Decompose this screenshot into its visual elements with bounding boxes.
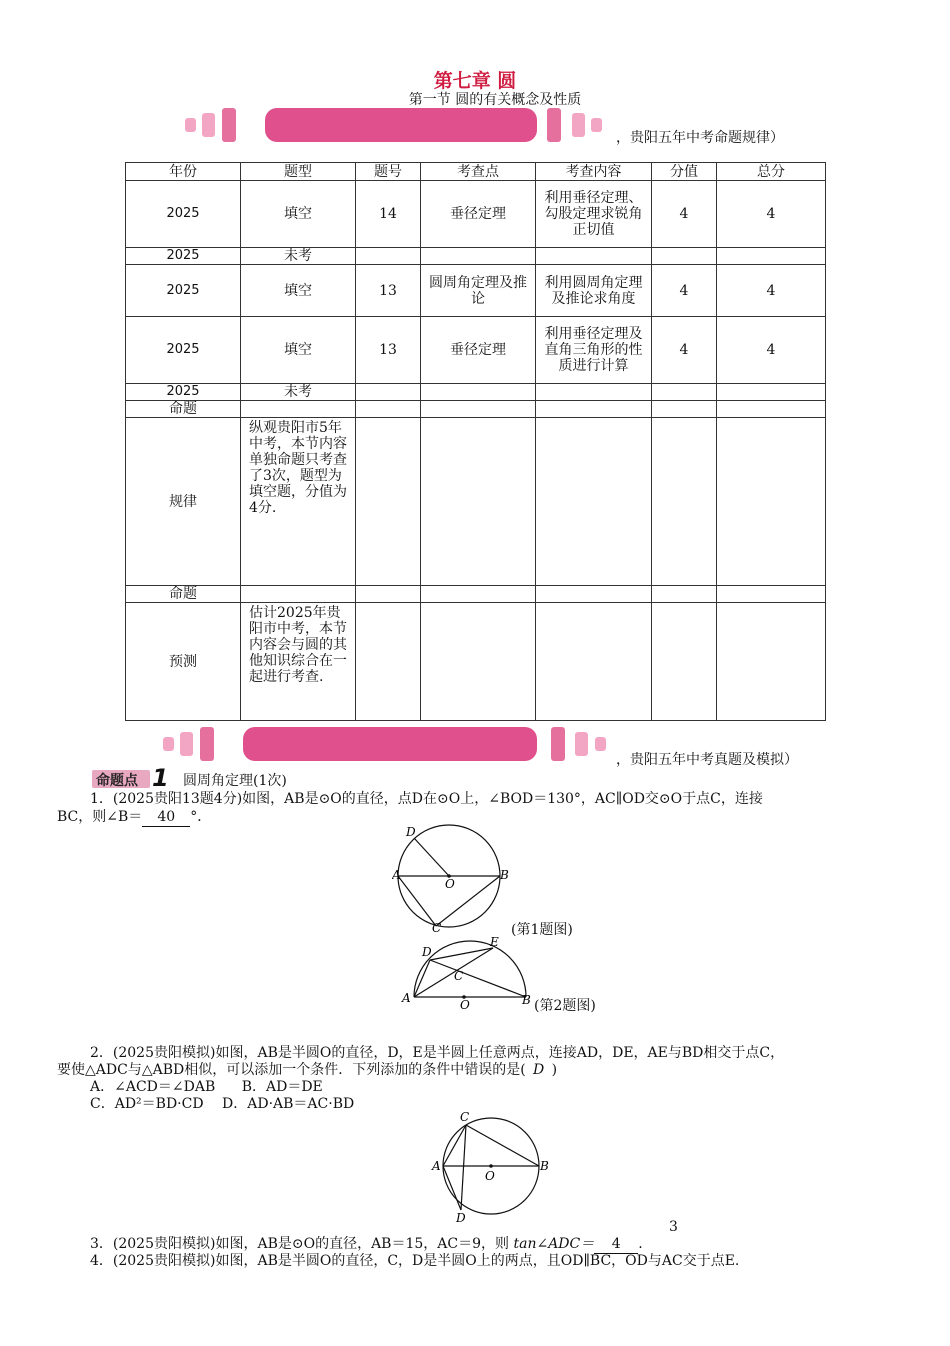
section-banner-1 [185, 108, 625, 142]
header-cell: 考查点 [421, 163, 536, 181]
point-cell [421, 384, 536, 401]
point-label-o: O [460, 998, 470, 1010]
point-label-a: A [432, 1159, 441, 1173]
header-cell: 分值 [652, 163, 717, 181]
banner-1-text: ，贵阳五年中考命题规律） [616, 130, 784, 146]
figure-2-caption: (第2题图) [534, 998, 596, 1014]
point-label-c: C [432, 921, 442, 934]
point-label-d: D [406, 825, 416, 839]
exam-statistics-table [125, 162, 826, 721]
total-cell [717, 384, 826, 401]
section-title: 第一节 圆的有关概念及性质 [408, 92, 582, 108]
header-cell: 总分 [717, 163, 826, 181]
year-cell: 2025 [126, 317, 241, 384]
point-cell: 垂径定理 [421, 317, 536, 384]
type-cell: 未考 [241, 384, 356, 401]
point-label-a: A [402, 991, 411, 1005]
topic-title: 圆周角定理(1次) [183, 773, 287, 789]
number-cell: 13 [356, 317, 421, 384]
question-2-close: ) [551, 1062, 558, 1078]
total-cell [717, 248, 826, 265]
topic-tag-label: 命题点 [96, 773, 138, 789]
chapter-title: 第七章 圆 [433, 70, 517, 92]
question-2-line-1: 2．(2025贵阳模拟)如图，AB是半圆O的直径，D，E是半圆上任意两点，连接AD，DE，AE与BD相交于点C， [90, 1045, 785, 1061]
content-cell: 利用圆周角定理及推论求角度 [536, 265, 652, 317]
point-cell [421, 248, 536, 265]
question-3 [90, 1236, 643, 1254]
question-1-prefix: BC，则∠B＝ [57, 809, 143, 825]
table-row [126, 265, 826, 317]
table-row [126, 401, 826, 418]
total-cell: 4 [717, 265, 826, 317]
table-row [126, 317, 826, 384]
point-label-d: D [422, 945, 432, 959]
score-cell [652, 384, 717, 401]
topic-tag [92, 764, 172, 792]
point-label-d: D [456, 1211, 466, 1224]
point-label-c: C [460, 1110, 470, 1124]
point-label-e: E [490, 935, 499, 949]
table-row [126, 181, 826, 248]
header-cell: 题型 [241, 163, 356, 181]
question-3-numerator: 3 [669, 1219, 678, 1235]
question-2-options-row-1 [90, 1079, 323, 1096]
header-cell: 年份 [126, 163, 241, 181]
predict-head-cell: 命题 [126, 586, 241, 603]
header-cell: 考查内容 [536, 163, 652, 181]
option-a: A．∠ACD＝∠DAB [90, 1079, 216, 1095]
question-1-line-1: 1．(2025贵阳13题4分)如图，AB是⊙O的直径，点D在⊙O上，∠BOD＝130°，AC∥OD交⊙O于点C，连接 [90, 791, 763, 807]
figure-1-caption: (第1题图) [511, 922, 573, 938]
number-cell [356, 384, 421, 401]
option-c: C．AD²＝BD·CD [90, 1096, 204, 1112]
question-2-answer: D [533, 1062, 545, 1078]
question-1-line-2 [57, 809, 211, 827]
table-row [126, 586, 826, 603]
table-row [126, 384, 826, 401]
score-cell: 4 [652, 181, 717, 248]
score-cell: 4 [652, 265, 717, 317]
figure-2-diagram [400, 934, 540, 1010]
banner-2-text: ，贵阳五年中考真题及模拟） [616, 752, 798, 768]
rule-head-cell: 命题 [126, 401, 241, 418]
rule-text-cell: 纵观贵阳市5年中考，本节内容单独命题只考查了3次，题型为填空题，分值为4分. [241, 418, 356, 586]
number-cell: 14 [356, 181, 421, 248]
predict-text-cell: 估计2025年贵阳市中考，本节内容会与圆的其他知识综合在一起进行考查. [241, 603, 356, 721]
score-cell [652, 248, 717, 265]
section-banner-2 [163, 727, 623, 761]
year-cell: 2025 [126, 265, 241, 317]
type-cell: 填空 [241, 317, 356, 384]
content-cell [536, 384, 652, 401]
type-cell: 未考 [241, 248, 356, 265]
total-cell: 4 [717, 181, 826, 248]
score-cell: 4 [652, 317, 717, 384]
type-cell: 填空 [241, 181, 356, 248]
question-2-options-row-2 [90, 1096, 354, 1113]
question-3-end: . [638, 1236, 643, 1252]
year-cell: 2025 [126, 181, 241, 248]
number-cell [356, 248, 421, 265]
point-label-o: O [445, 877, 455, 891]
predict-label-cell: 预测 [126, 603, 241, 721]
option-d: D．AD·AB＝AC·BD [222, 1096, 355, 1112]
point-label-b: B [540, 1159, 549, 1173]
question-1-suffix: °． [190, 809, 212, 825]
point-label-a: A [392, 868, 401, 882]
question-2-text: 要使△ADC与△ABD相似，可以添加一个条件．下列添加的条件中错误的是( [57, 1062, 526, 1078]
figure-3-diagram [428, 1110, 558, 1224]
point-label-o: O [485, 1169, 495, 1183]
table-header-row [126, 163, 826, 181]
number-cell: 13 [356, 265, 421, 317]
topic-tag-number: 1 [152, 764, 169, 792]
content-cell: 利用垂径定理、勾股定理求锐角正切值 [536, 181, 652, 248]
question-3-answer: 4 [594, 1236, 638, 1254]
question-3-text: 3．(2025贵阳模拟)如图，AB是⊙O的直径，AB＝15，AC＝9，则 [90, 1236, 510, 1252]
year-cell: 2025 [126, 248, 241, 265]
point-cell: 垂径定理 [421, 181, 536, 248]
content-cell: 利用垂径定理及直角三角形的性质进行计算 [536, 317, 652, 384]
table-row [126, 248, 826, 265]
question-3-function: tan∠ADC＝ [513, 1236, 595, 1252]
content-cell [536, 248, 652, 265]
option-b: B．AD＝DE [241, 1079, 323, 1095]
figure-1-diagram [392, 822, 512, 934]
point-label-c: C [454, 969, 464, 983]
total-cell: 4 [717, 317, 826, 384]
type-cell: 填空 [241, 265, 356, 317]
year-cell: 2025 [126, 384, 241, 401]
point-label-b: B [522, 993, 531, 1007]
question-1-answer: 40 [142, 809, 190, 827]
table-row [126, 603, 826, 721]
header-cell: 题号 [356, 163, 421, 181]
question-2-line-2 [57, 1062, 557, 1079]
question-4: 4．(2025贵阳模拟)如图，AB是半圆O的直径，C，D是半圆O上的两点，且OD∥BC，OD与AC交于点E. [90, 1253, 740, 1269]
rule-label-cell: 规律 [126, 418, 241, 586]
point-label-b: B [500, 868, 509, 882]
point-cell: 圆周角定理及推论 [421, 265, 536, 317]
table-row [126, 418, 826, 586]
